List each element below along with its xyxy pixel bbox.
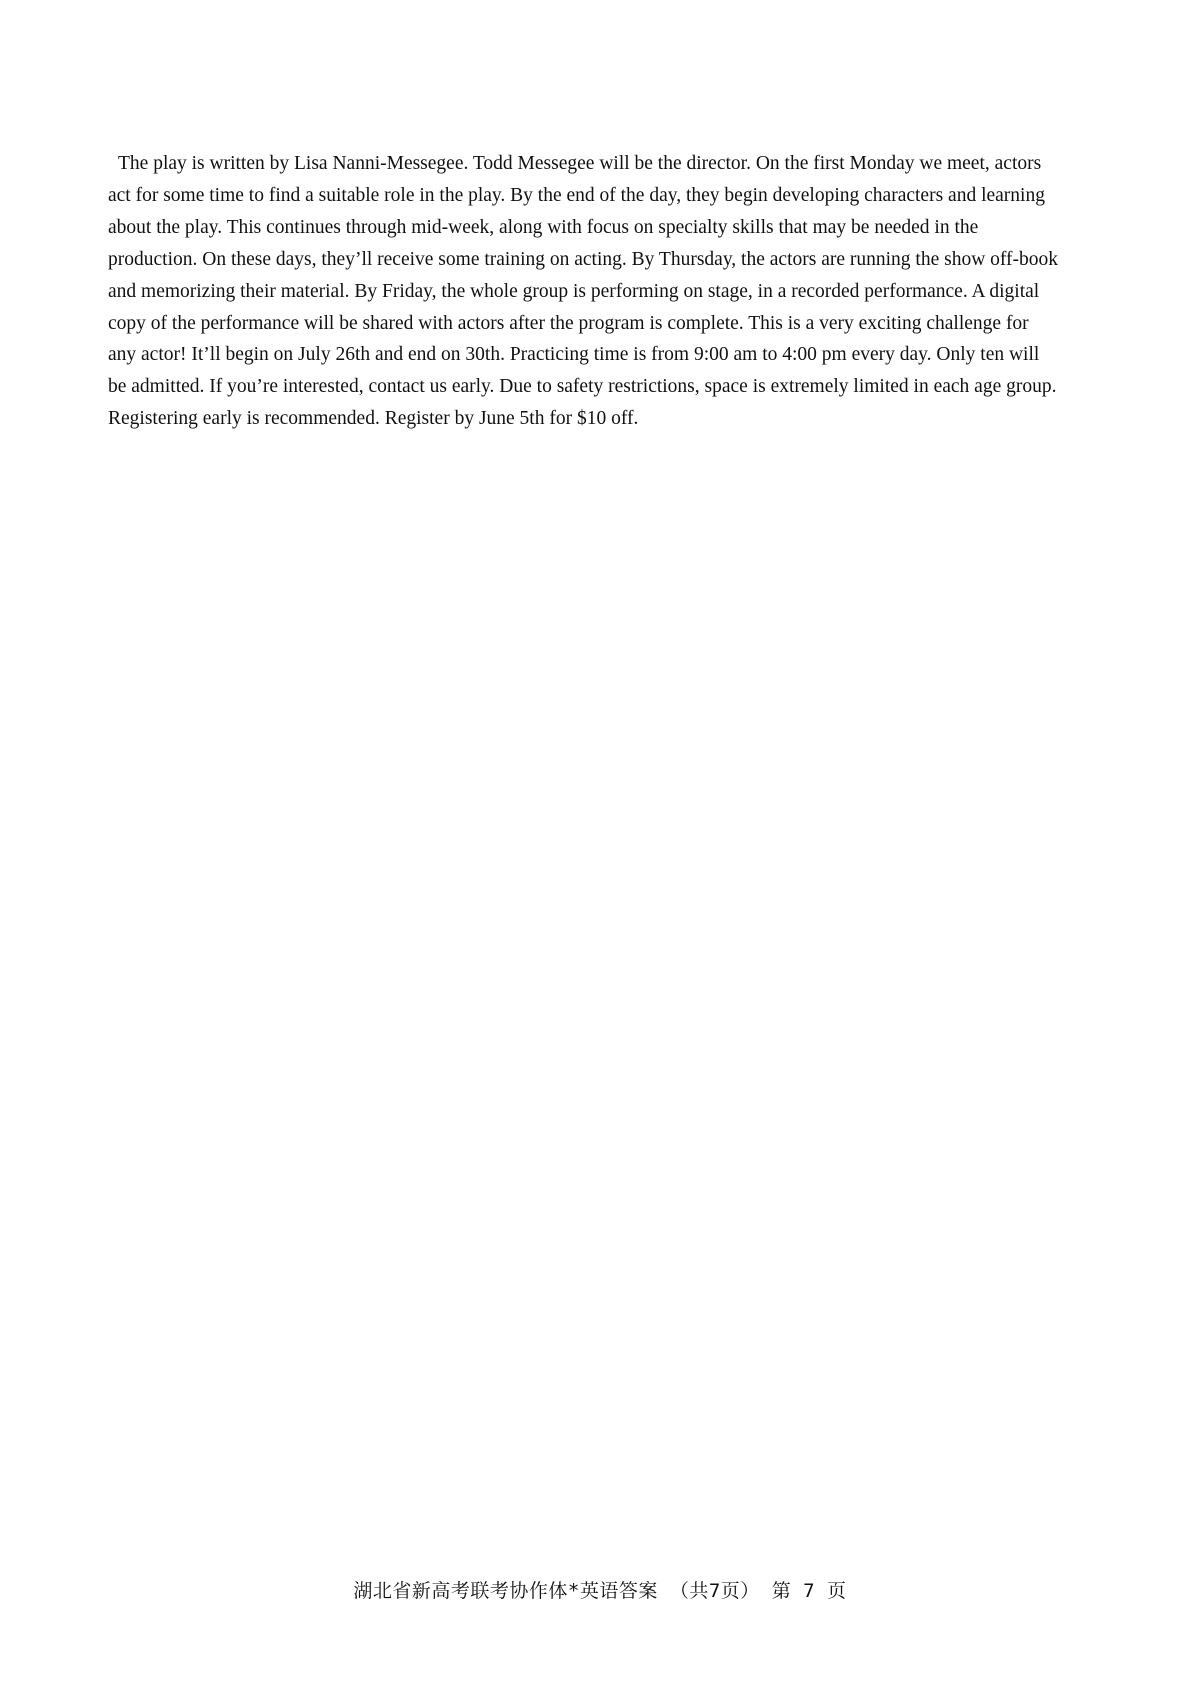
page-footer xyxy=(0,1576,1200,1603)
paragraph-line: The play is written by Lisa Nanni-Messegee. Todd Messegee will be the director. On the first Monday we meet, actors xyxy=(118,153,1042,174)
paragraph-line: Registering early is recommended. Register by June 5th for $10 off. xyxy=(108,408,639,430)
paragraph-line: act for some time to find a suitable role in the play. By the end of the day, they begin developing characters and learning xyxy=(108,184,1045,206)
footer-total-pages: （共7页） xyxy=(669,1580,760,1602)
paragraph-line: any actor! It’ll begin on July 26th and end on 30th. Practicing time is from 9:00 am to 4:00 pm every day. Only ten will xyxy=(108,344,1040,366)
paragraph-line: be admitted. If you’re interested, contact us early. Due to safety restrictions, space is extremely limited in each age group. xyxy=(108,376,1057,398)
paragraph-line: production. On these days, they’ll receive some training on acting. By Thursday, the actors are running the show off-book xyxy=(108,248,1059,270)
paragraph-line: about the play. This continues through mid-week, along with focus on specialty skills that may be needed in the xyxy=(108,216,979,238)
paragraph-line: copy of the performance will be shared with actors after the program is complete. This is a very exciting challenge for xyxy=(108,312,1029,334)
body-paragraph xyxy=(108,148,1108,435)
footer-page-number: 第 7 页 xyxy=(771,1580,847,1602)
footer-title: 湖北省新高考联考协作体*英语答案 xyxy=(353,1580,658,1602)
paragraph-line: and memorizing their material. By Friday, the whole group is performing on stage, in a recorded performance. A digital xyxy=(108,280,1040,302)
